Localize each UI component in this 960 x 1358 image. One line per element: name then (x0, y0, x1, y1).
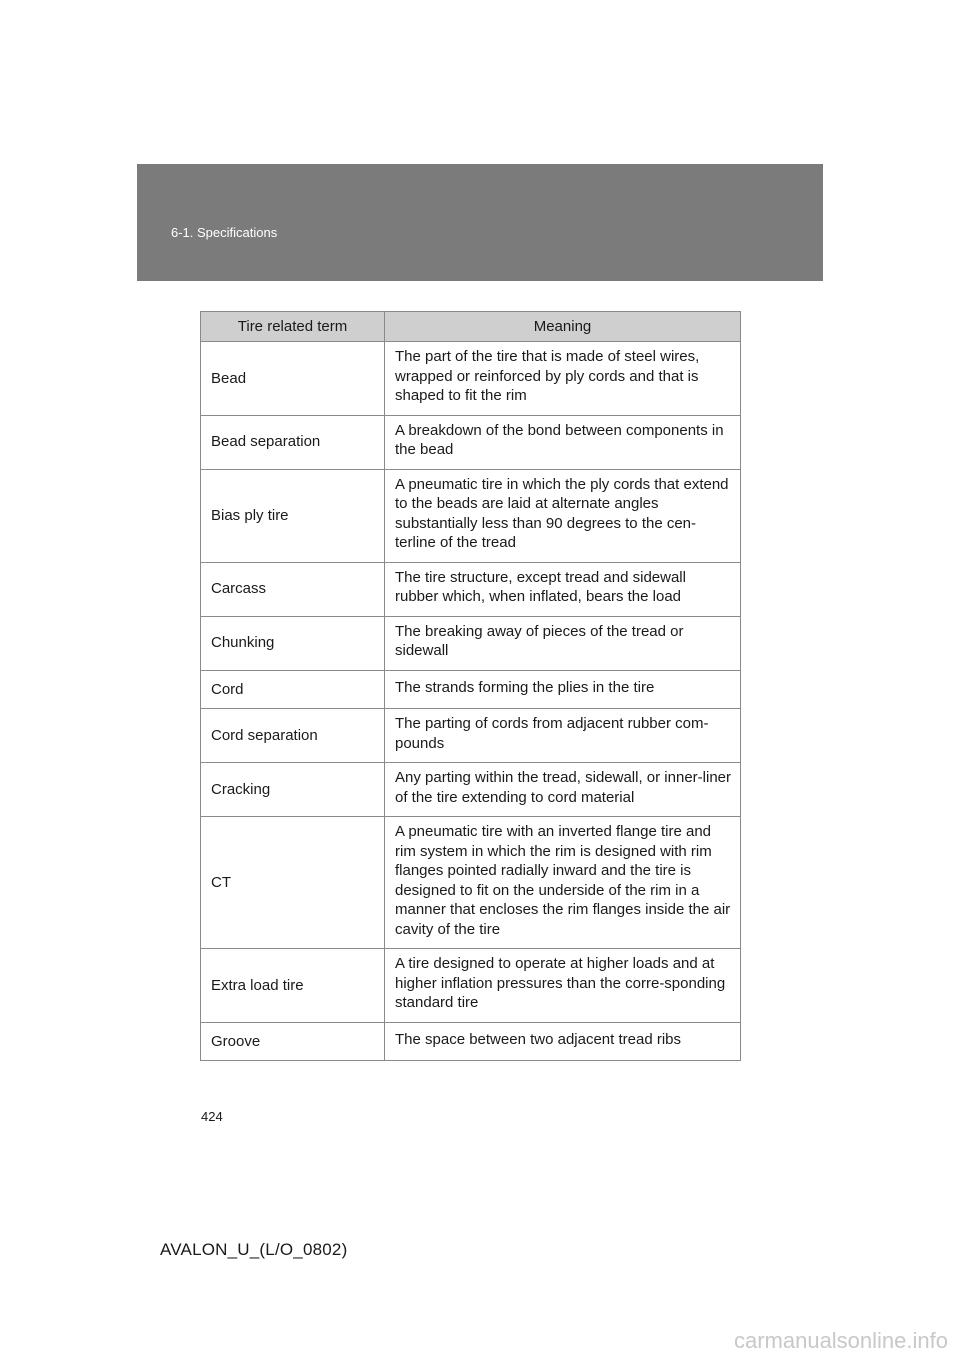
meaning-cell: A pneumatic tire in which the ply cords that extend to the beads are laid at alternate angles substantially less than 90 degrees to the cen-terline of the tread (385, 469, 741, 562)
column-header-meaning: Meaning (385, 312, 741, 342)
meaning-cell: A breakdown of the bond between components in the bead (385, 415, 741, 469)
meaning-cell: The breaking away of pieces of the tread or sidewall (385, 616, 741, 670)
meaning-cell: The part of the tire that is made of steel wires, wrapped or reinforced by ply cords and that is shaped to fit the rim (385, 342, 741, 416)
meaning-cell: The parting of cords from adjacent rubber com-pounds (385, 709, 741, 763)
term-cell: Cord (201, 670, 385, 709)
term-cell: Bias ply tire (201, 469, 385, 562)
table-row (201, 616, 741, 670)
table-row (201, 469, 741, 562)
meaning-cell: A pneumatic tire with an inverted flange tire and rim system in which the rim is designed with rim flanges pointed radially inward and the tire is designed to fit on the underside of the rim in a manner that encloses the rim flanges inside the air cavity of the tire (385, 817, 741, 949)
watermark-text: carmanualsonline.info (733, 1328, 948, 1353)
meaning-cell: The strands forming the plies in the tire (385, 670, 741, 709)
term-cell: Cord separation (201, 709, 385, 763)
page-number: 424 (201, 1109, 223, 1124)
column-header-term: Tire related term (201, 312, 385, 342)
table-row (201, 817, 741, 949)
table-header-row (201, 312, 741, 342)
meaning-cell: The tire structure, except tread and sidewall rubber which, when inflated, bears the load (385, 562, 741, 616)
table-row (201, 670, 741, 709)
meaning-cell: Any parting within the tread, sidewall, or inner-liner of the tire extending to cord material (385, 763, 741, 817)
term-cell: Groove (201, 1022, 385, 1061)
tire-terms-table (200, 311, 741, 1061)
table-row (201, 562, 741, 616)
term-cell: Chunking (201, 616, 385, 670)
term-cell: CT (201, 817, 385, 949)
term-cell: Bead (201, 342, 385, 416)
table-row (201, 709, 741, 763)
term-cell: Cracking (201, 763, 385, 817)
table-row (201, 342, 741, 416)
meaning-cell: The space between two adjacent tread ribs (385, 1022, 741, 1061)
footer-document-code: AVALON_U_(L/O_0802) (160, 1240, 348, 1259)
section-header-band (137, 164, 823, 281)
term-cell: Extra load tire (201, 949, 385, 1023)
section-title: 6-1. Specifications (171, 225, 278, 240)
table-row (201, 1022, 741, 1061)
term-cell: Bead separation (201, 415, 385, 469)
term-cell: Carcass (201, 562, 385, 616)
table-row (201, 415, 741, 469)
table-row (201, 763, 741, 817)
table-row (201, 949, 741, 1023)
meaning-cell: A tire designed to operate at higher loads and at higher inflation pressures than the corre-sponding standard tire (385, 949, 741, 1023)
